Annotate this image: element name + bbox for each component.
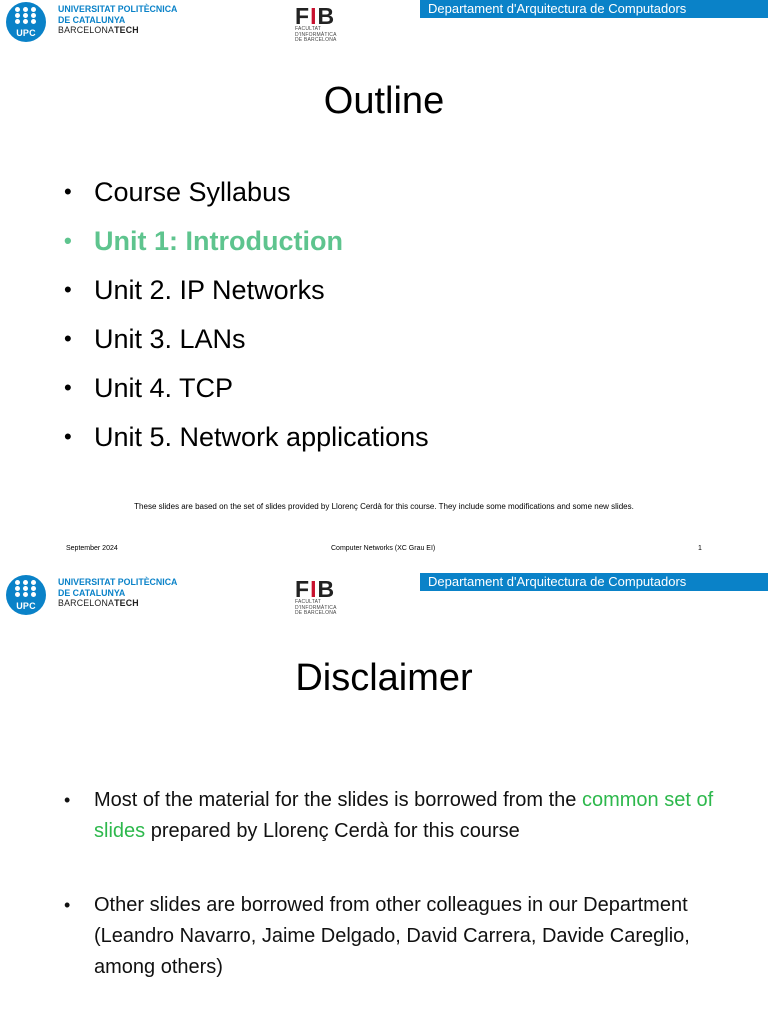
department-banner: Departament d'Arquitectura de Computadors bbox=[420, 573, 768, 591]
slide-title: Disclaimer bbox=[295, 657, 473, 699]
footer-page: 1 bbox=[698, 545, 702, 552]
fib-logo: FIB FACULTAT D'INFORMÀTICA DE BARCELONA bbox=[295, 3, 337, 43]
bullet-icon: • bbox=[64, 375, 72, 400]
bullet-icon: • bbox=[64, 228, 72, 253]
footer-course: Computer Networks (XC Grau EI) bbox=[331, 545, 436, 552]
fib-logo: FIB FACULTAT D'INFORMÀTICA DE BARCELONA bbox=[295, 576, 337, 616]
bullet-icon: • bbox=[64, 326, 72, 351]
common-slides-link: common set of slides bbox=[94, 789, 714, 842]
disclaimer-item: • Most of the material for the slides is borrowed from the common set of slides prepared by Llorenç Cerdà for this course bbox=[62, 785, 722, 847]
slide-disclaimer bbox=[0, 573, 768, 1024]
slide-title: Outline bbox=[323, 80, 445, 122]
outline-item: • Unit 5. Network applications bbox=[62, 417, 429, 466]
university-name: UNIVERSITAT POLITÈCNICA DE CATALUNYA BARCELONATECH bbox=[58, 577, 178, 608]
bullet-icon: • bbox=[64, 895, 71, 915]
footer-date: September 2024 bbox=[66, 545, 118, 552]
outline-item-active: • Unit 1: Introduction bbox=[62, 221, 429, 270]
university-name: UNIVERSITAT POLITÈCNICA DE CATALUNYA BARCELONATECH bbox=[58, 4, 178, 35]
outline-item: • Course Syllabus bbox=[62, 172, 429, 221]
outline-list bbox=[62, 172, 429, 466]
outline-item: • Unit 4. TCP bbox=[62, 368, 429, 417]
slide-footer bbox=[0, 545, 768, 557]
upc-logo-icon bbox=[6, 575, 46, 615]
bullet-icon: • bbox=[64, 790, 71, 810]
upc-abbr: UPC bbox=[16, 28, 36, 38]
outline-item: • Unit 2. IP Networks bbox=[62, 270, 429, 319]
outline-item: • Unit 3. LANs bbox=[62, 319, 429, 368]
upc-abbr: UPC bbox=[16, 601, 36, 611]
department-banner: Departament d'Arquitectura de Computadors bbox=[420, 0, 768, 18]
disclaimer-list bbox=[62, 785, 722, 983]
bullet-icon: • bbox=[64, 277, 72, 302]
bullet-icon: • bbox=[64, 424, 72, 449]
disclaimer-item: • Other slides are borrowed from other colleagues in our Department (Leandro Navarro, Jaime Delgado, David Carrera, Davide Careglio, among others) bbox=[62, 890, 722, 983]
slides-note: These slides are based on the set of slides provided by Llorenç Cerdà for this course. They include some modifications and some new slides. bbox=[134, 502, 634, 511]
upc-logo-icon bbox=[6, 2, 46, 42]
bullet-icon: • bbox=[64, 179, 72, 204]
